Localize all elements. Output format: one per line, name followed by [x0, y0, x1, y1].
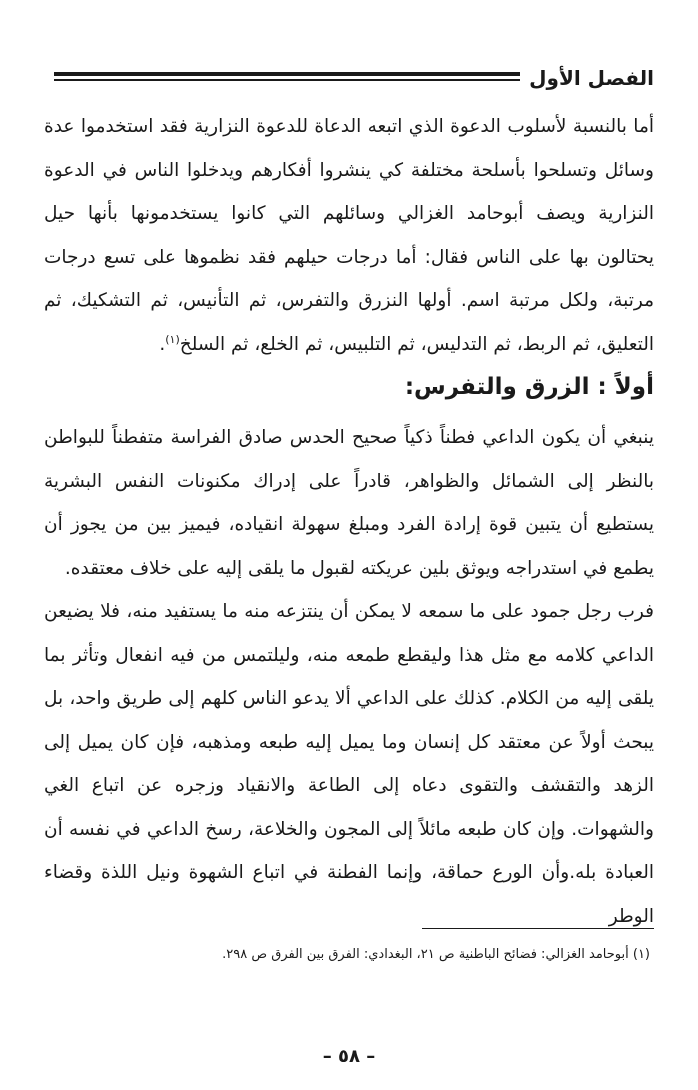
header-rule-thin	[54, 79, 520, 81]
intro-paragraph-text: أما بالنسبة لأسلوب الدعوة الذي اتبعه الدعاة للدعوة النزارية فقد استخدموا عدة وسائل وتسلحوا بأسلحة مختلفة كي ينشروا أفكارهم ويدخلوا الناس في الدعوة النزارية ويصف أبوحامد الغزالي وسائلهم التي كانوا يستخدمونها بأنها حيل يحتالون بها على الناس فقال: أما درجات حيلهم فقد نظموها على تسع درجات مرتبة، ولكل مرتبة اسم. أولها النزرق والتفرس، ثم التأنيس، ثم التشكيك، ثم التعليق، ثم الربط، ثم التدليس، ثم التلبيس، ثم الخلع، ثم السلخ	[44, 116, 654, 355]
footnote-reference: (١)	[165, 332, 180, 346]
header-double-rule	[54, 72, 520, 83]
intro-paragraph	[44, 105, 654, 366]
intro-paragraph-block	[44, 105, 654, 366]
section-paragraph-2: فرب رجل جمود على ما سمعه لا يمكن أن ينتزعه منه ما يستفيد منه، فلا يضيعن الداعي كلامه مع مثل هذا وليقطع طمعه منه، وليلتمس من فيه انفعال وتأثر بما يلقى إليه من الكلام. كذلك على الداعي ألا يدعو الناس كلهم إلى طريق واحد، بل يبحث أولاً عن معتقد كل إنسان وما يميل إليه طبعه ومذهبه، فإن كان يميل إلى الزهد والتقشف والتقوى دعاه إلى الطاعة والانقياد وزجره عن اتباع الغي والشهوات. وإن كان طبعه مائلاً إلى المجون والخلاعة، رسخ الداعي في نفسه أن العبادة بله.وأن الورع حماقة، وإنما الفطنة في اتباع الشهوة ونيل اللذة وقضاء الوطر	[44, 601, 654, 927]
page-number: – ٥٨ –	[322, 1046, 376, 1067]
chapter-title: الفصل الأول	[529, 66, 654, 90]
page-header	[40, 58, 654, 88]
section-paragraph-1: ينبغي أن يكون الداعي فطناً ذكياً صحيح الحدس صادق الفراسة متفطناً للبواطن بالنظر إلى الشمائل والظواهر، قادراً على إدراك مكنونات النفس البشرية يستطيع أن يتبين قوة إرادة الفرد ومبلغ سهولة انقياده، فيميز بين من يجوز أن يطمع في استدراجه ويوثق بلين عريكته لقبول ما يلقى إليه على خلاف معتقده.	[44, 427, 654, 579]
section-body	[44, 416, 654, 938]
intro-paragraph-end: .	[159, 333, 166, 355]
footnote: (١) أبوحامد الغزالي: فضائح الباطنية ص ٢١، البغدادي: الفرق بين الفرق ص ٢٩٨.	[222, 947, 650, 962]
header-rule-thick	[54, 72, 520, 76]
section-heading: أولاً : الزرق والتفرس:	[404, 374, 654, 400]
footnote-separator	[422, 928, 654, 929]
